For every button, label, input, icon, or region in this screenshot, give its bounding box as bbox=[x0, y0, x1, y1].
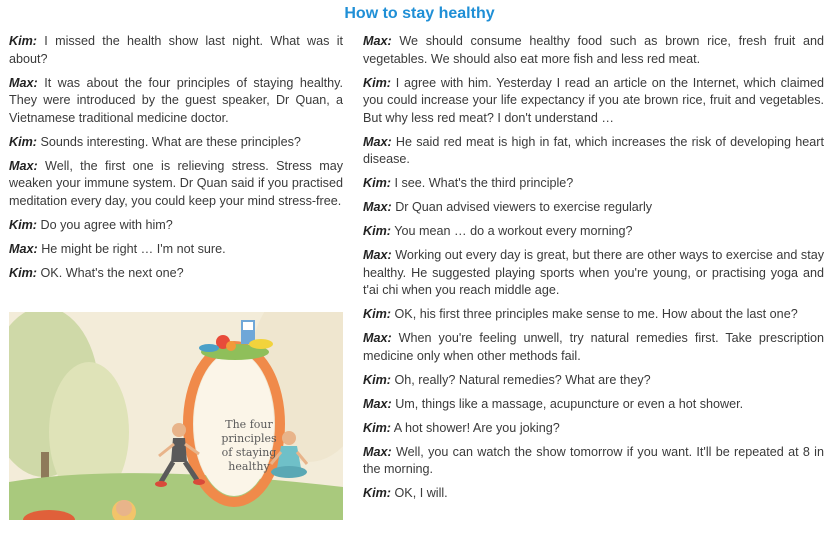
dialogue-line bbox=[363, 75, 824, 128]
speaker-name: Kim: bbox=[363, 224, 391, 238]
dialogue-text: Well, you can watch the show tomorrow if you want. It'll be repeated at 8 in the morning. bbox=[363, 444, 824, 476]
dialogue-line bbox=[363, 306, 824, 324]
dialogue-text: I missed the health show last night. What was it about? bbox=[9, 34, 343, 66]
dialogue-line bbox=[363, 33, 824, 68]
speaker-name: Kim: bbox=[363, 75, 391, 90]
speaker-name: Kim: bbox=[9, 34, 37, 48]
speaker-name: Kim: bbox=[363, 420, 391, 435]
illustration-svg bbox=[9, 312, 343, 520]
dialogue-text: You mean … do a workout every morning? bbox=[391, 224, 633, 238]
dialogue-line bbox=[9, 33, 343, 68]
dialogue-line bbox=[363, 396, 824, 414]
dialogue-text: I see. What's the third principle? bbox=[391, 176, 574, 190]
dialogue-line bbox=[9, 241, 343, 259]
speaker-name: Kim: bbox=[363, 486, 391, 500]
page-title: How to stay healthy bbox=[344, 5, 495, 22]
dialogue-text: OK. What's the next one? bbox=[37, 265, 184, 280]
caption-line: healthy bbox=[228, 460, 270, 473]
speaker-name: Kim: bbox=[363, 176, 391, 190]
speaker-name: Max: bbox=[363, 331, 392, 345]
caption-line: The four bbox=[225, 418, 273, 431]
dialogue-text: Dr Quan advised viewers to exercise regularly bbox=[391, 200, 653, 214]
dialogue-line bbox=[363, 223, 824, 241]
caption-line: principles bbox=[221, 432, 277, 445]
speaker-name: Kim: bbox=[9, 217, 37, 232]
dialogue-line bbox=[363, 134, 824, 169]
speaker-name: Max: bbox=[9, 75, 38, 90]
dialogue-line bbox=[9, 75, 343, 128]
dialogue-text: Oh, really? Natural remedies? What are they? bbox=[391, 372, 651, 387]
speaker-name: Max: bbox=[363, 134, 392, 149]
speaker-name: Kim: bbox=[363, 372, 391, 387]
dialogue-text: Um, things like a massage, acupuncture or even a hot shower. bbox=[391, 396, 744, 411]
dialogue-line bbox=[363, 485, 824, 503]
dialogue-text: It was about the four principles of staying healthy. They were introduced by the guest speaker, Dr Quan, a Vietnamese traditional medicine doctor. bbox=[9, 75, 343, 125]
caption-line: of staying bbox=[221, 446, 277, 459]
dialogue-line bbox=[9, 217, 343, 235]
speaker-name: Max: bbox=[363, 200, 392, 214]
speaker-name: Kim: bbox=[9, 265, 37, 280]
dialogue-text: When you're feeling unwell, try natural remedies first. Take prescription medicine only when other methods fail. bbox=[363, 331, 824, 363]
dialogue-text: I agree with him. Yesterday I read an article on the Internet, which claimed you could increase your life expectancy if you ate brown rice, fruit and vegetables. But why less red meat? I don't understand … bbox=[363, 75, 824, 125]
speaker-name: Kim: bbox=[363, 307, 391, 321]
speaker-name: Max: bbox=[9, 158, 38, 173]
dialogue-text: Sounds interesting. What are these principles? bbox=[37, 134, 301, 149]
dialogue-text: Well, the first one is relieving stress. Stress may weaken your immune system. Dr Quan said if you practised meditation every day, you could keep your mind stress-free. bbox=[9, 158, 343, 208]
dialogue-text: Do you agree with him? bbox=[37, 217, 173, 232]
dialogue-text: He said red meat is high in fat, which increases the risk of developing heart disease. bbox=[363, 134, 824, 166]
speaker-name: Kim: bbox=[9, 134, 37, 149]
dialogue-line bbox=[363, 199, 824, 217]
dialogue-column-right bbox=[363, 33, 824, 509]
dialogue-text: A hot shower! Are you joking? bbox=[391, 420, 560, 435]
speaker-name: Max: bbox=[363, 34, 392, 48]
dialogue-text: He might be right … I'm not sure. bbox=[37, 241, 226, 256]
speaker-name: Max: bbox=[363, 396, 392, 411]
dialogue-text: Working out every day is great, but there are other ways to exercise and stay healthy. He suggested playing sports when you're young, or practising yoga and t'ai chi when you reach middle age. bbox=[363, 248, 824, 297]
dialogue-line bbox=[363, 444, 824, 479]
dialogue-text: OK, I will. bbox=[391, 486, 448, 500]
dialogue-line bbox=[363, 372, 824, 390]
dialogue-line bbox=[363, 175, 824, 193]
dialogue-text: OK, his first three principles make sense to me. How about the last one? bbox=[391, 307, 798, 321]
speaker-name: Max: bbox=[363, 248, 392, 262]
dialogue-line bbox=[363, 247, 824, 300]
dialogue-line bbox=[363, 420, 824, 438]
dialogue-line bbox=[9, 158, 343, 211]
dialogue-line bbox=[9, 265, 343, 283]
dialogue-line bbox=[363, 330, 824, 365]
dialogue-line bbox=[9, 134, 343, 152]
dialogue-column-left bbox=[9, 33, 343, 289]
illustration-four-principles bbox=[9, 312, 343, 520]
dialogue-text: We should consume healthy food such as brown rice, fresh fruit and vegetables. We should also eat more fish and less red meat. bbox=[363, 34, 824, 66]
speaker-name: Max: bbox=[363, 444, 392, 459]
speaker-name: Max: bbox=[9, 241, 38, 256]
